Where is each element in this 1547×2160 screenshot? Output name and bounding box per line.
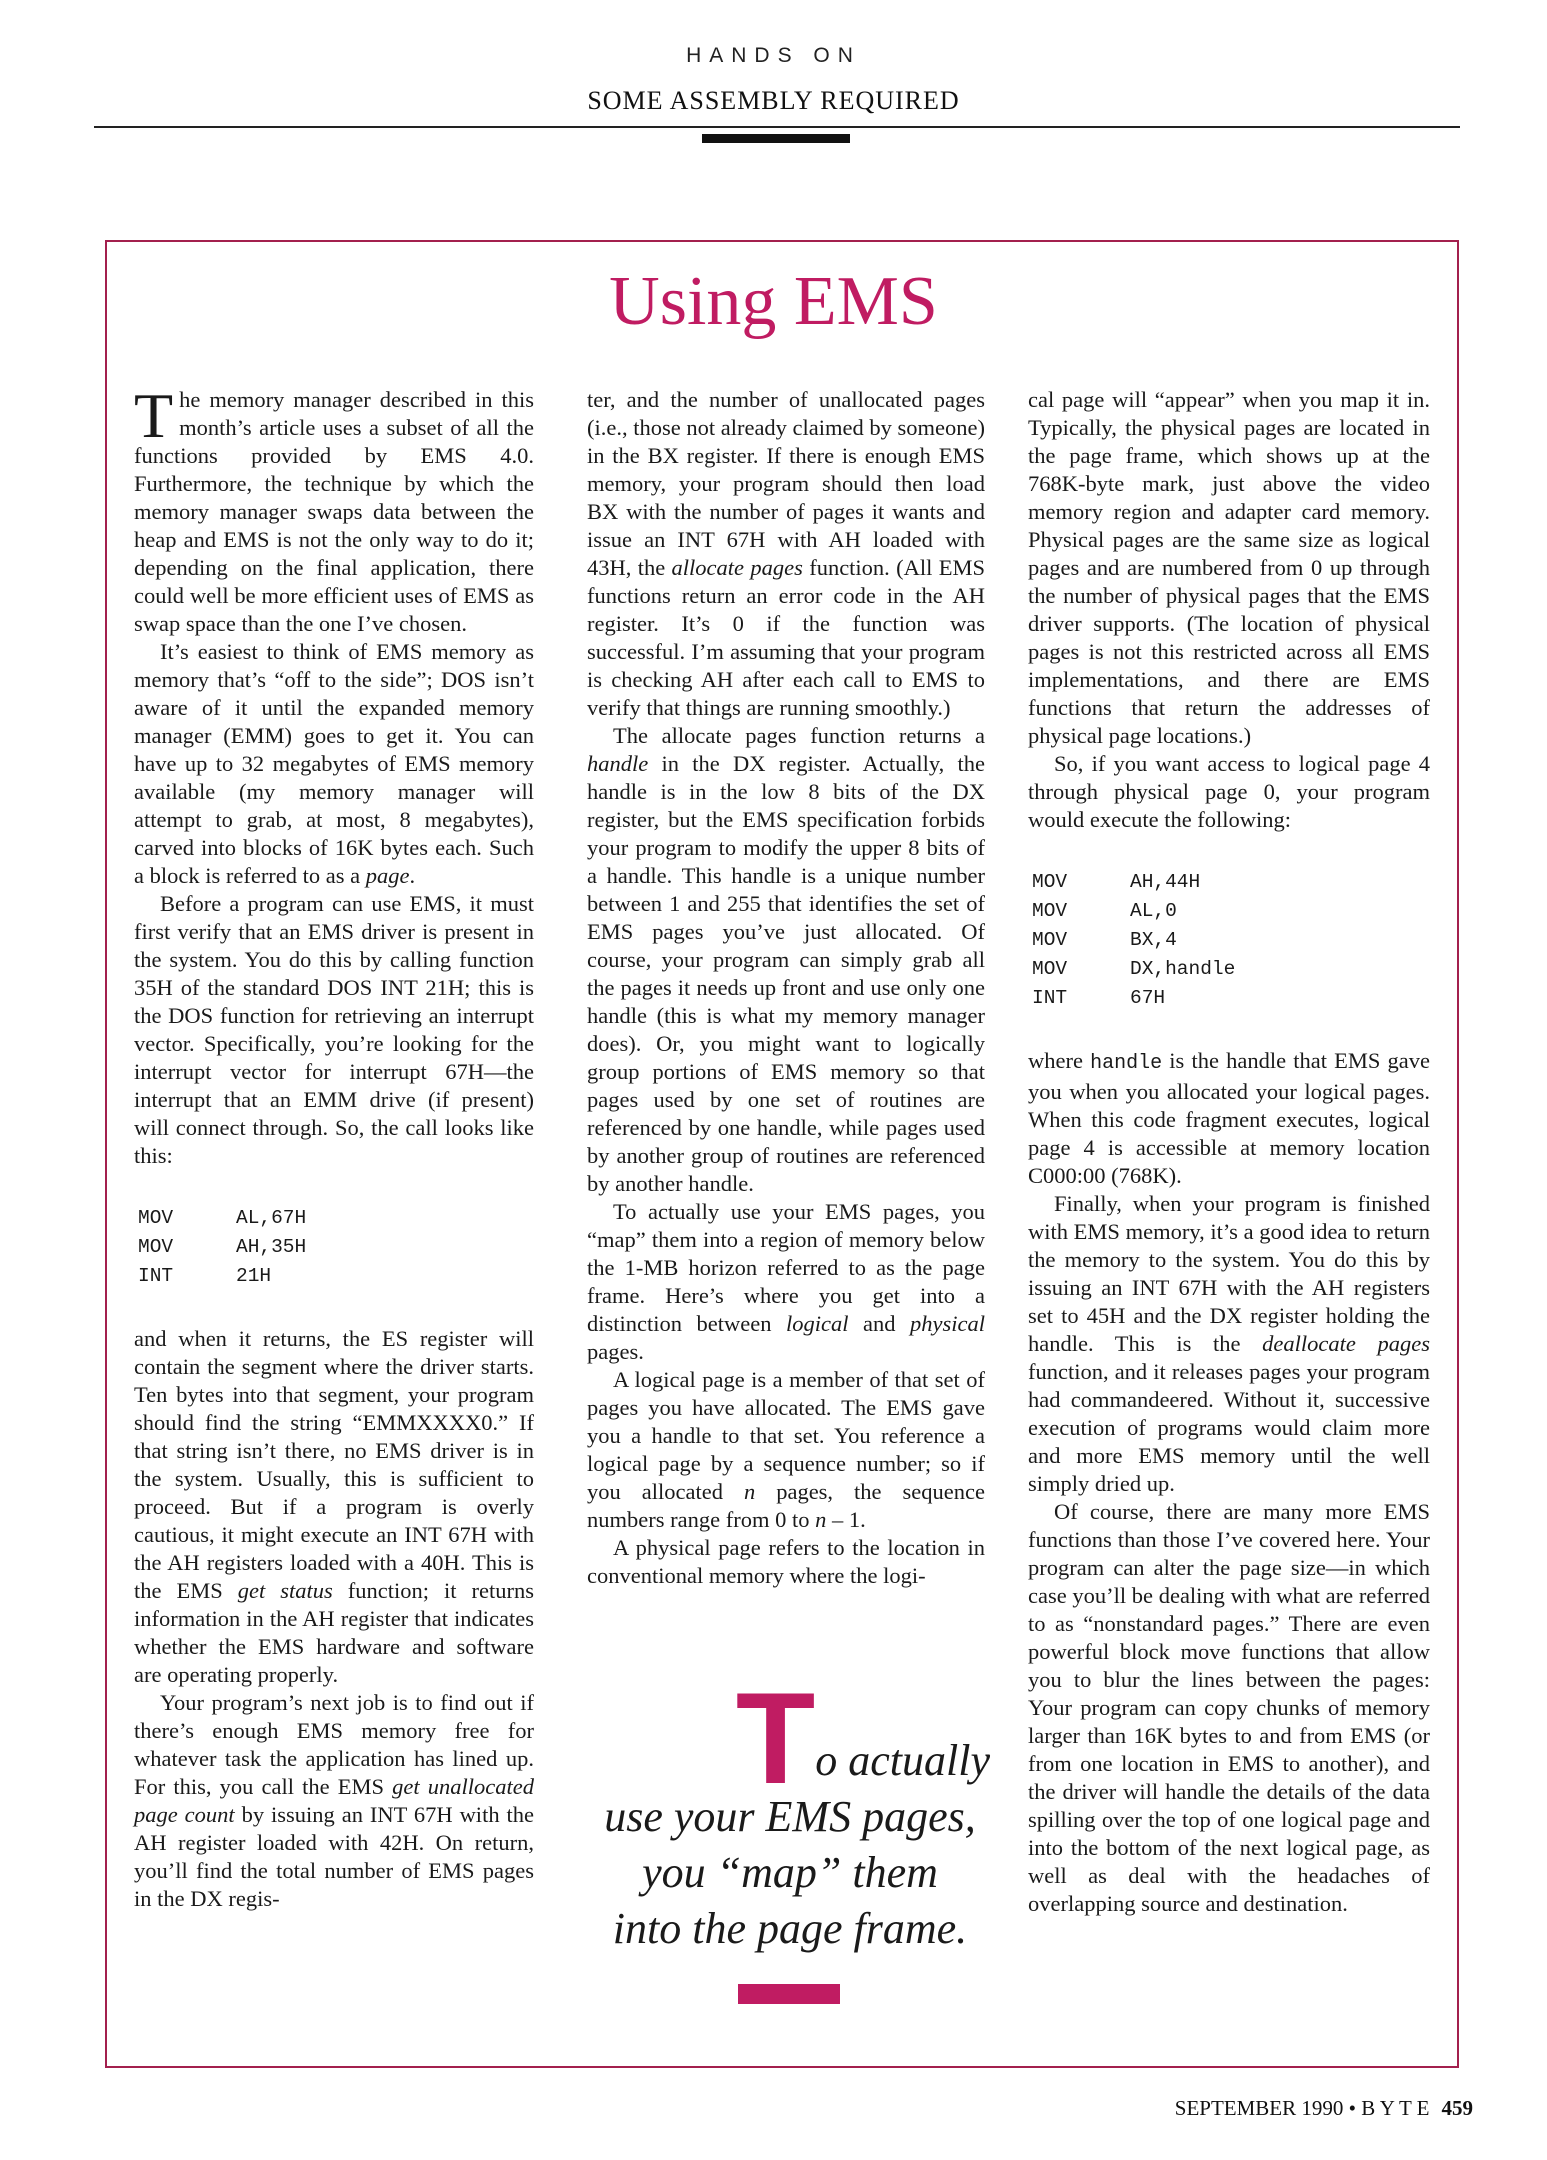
pull-quote-bar (738, 1984, 840, 2004)
column-2 (587, 386, 985, 1590)
header-bar (702, 134, 850, 143)
pull-quote-line: you “map” them (642, 1848, 938, 1897)
column-3 (1028, 386, 1430, 1918)
pull-quote-drop-cap: T (735, 1665, 816, 1811)
page-number: 459 (1441, 2096, 1473, 2120)
column-1 (134, 380, 535, 1913)
paragraph: Your program’s next job is to find out if there’s enough EMS memory free for whatever task the application has lined up. For this, you call the EMS get unallocated page count by issuing an INT 67H with the AH register loaded with 42H. On return, you’ll find the total number of EMS pages in the DX regis- (134, 1690, 535, 1911)
header-rule (94, 126, 1460, 128)
paragraph: where handle is the handle that EMS gave you when you allocated your logical pages. When this code fragment executes, logical page 4 is accessible at memory location C000:00 (768K). (1028, 1048, 1430, 1188)
paragraph: A physical page refers to the location in conventional memory where the logi- (587, 1535, 985, 1588)
paragraph: and when it returns, the ES register will contain the segment where the driver starts. Ten bytes into that segment, your program should find the string “EMMXXXX0.” If that string isn’t there, no EMS driver is in the system. Usually, this is sufficient to proceed. But if a program is overly cautious, it might execute an INT 67H with the AH registers loaded with a 40H. This is the EMS get status function; it returns information in the AH register that indicates whether the EMS hardware and software are operating properly. (134, 1326, 534, 1687)
code-line: MOV AH,44H (1032, 871, 1201, 893)
paragraph: The allocate pages function returns a handle in the DX register. Actually, the handle is in the low 8 bits of the DX register, but the EMS specification forbids your program to modify the upper 8 bits of a handle. This handle is a unique number between 1 and 255 that identifies the set of EMS pages you’ve just allocated. Of course, your program can simply grab all the pages it needs up front and use only one handle (this is what my memory manager does). Or, you might want to logically group portions of EMS memory so that pages used by one set of routines are referenced by one handle, while pages used by another group of routines are referenced by another handle. (587, 723, 985, 1196)
code-listing (138, 1204, 534, 1291)
column-title: SOME ASSEMBLY REQUIRED (587, 86, 960, 115)
code-line: INT 21H (138, 1265, 272, 1287)
pull-quote-line: To actually (735, 1665, 990, 1811)
paragraph: A logical page is a member of that set of pages you have allocated. The EMS gave you a handle to that set. You reference a logical page by a sequence number; so if you allocated n pages, the sequence numbers range from 0 to n – 1. (587, 1367, 985, 1532)
code-line: MOV AL,67H (138, 1207, 307, 1229)
pull-quote-line: into the page frame. (612, 1904, 968, 1953)
code-line: MOV AL,0 (1032, 900, 1177, 922)
code-line: MOV DX,handle (1032, 958, 1236, 980)
paragraph: So, if you want access to logical page 4 through physical page 0, your program would execute the following: (1028, 751, 1430, 832)
page-footer (1175, 2096, 1473, 2121)
section-label: HANDS ON (686, 44, 861, 67)
code-line: MOV BX,4 (1032, 929, 1177, 951)
code-line: INT 67H (1032, 987, 1166, 1009)
paragraph: It’s easiest to think of EMS memory as memory that’s “off to the side”; DOS isn’t aware of it until the expanded memory manager (EMM) goes to get it. You can have up to 32 megabytes of EMS memory available (my memory manager will attempt to grab, at most, 8 megabytes), carved into blocks of 16K bytes each. Such a block is referred to as a page. (134, 639, 534, 888)
paragraph: The memory manager described in this month’s article uses a subset of all the functions provided by EMS 4.0. Furthermore, the technique by which the memory manager swaps data between the heap and EMS is not the only way to do it; depending on the final application, there could well be more efficient uses of EMS as swap space than the one I’ve chosen. (134, 380, 534, 636)
article-title: Using EMS (609, 263, 938, 340)
paragraph: Before a program can use EMS, it must first verify that an EMS driver is present in the system. You do this by calling function 35H of the standard DOS INT 21H; this is the DOS function for retrieving an interrupt vector. Specifically, you’re looking for the interrupt vector for interrupt 67H—the interrupt that an EMM drive (if present) will connect through. So, the call looks like this: (134, 891, 534, 1168)
code-listing (1032, 868, 1430, 1013)
drop-cap: T (134, 380, 174, 451)
issue-label: SEPTEMBER 1990 • B Y T E (1174, 2096, 1430, 2120)
paragraph: cal page will “appear” when you map it in. Typically, the physical pages are located in the page frame, which shows up at the 768K-byte mark, just above the video memory region and adapter card memory. Physical pages are the same size as logical pages and are numbered from 0 up through the number of physical pages that the EMS driver supports. (The location of physical pages is not this restricted across all EMS implementations, and there are EMS functions that return the addresses of physical page locations.) (1028, 387, 1430, 748)
code-line: MOV AH,35H (138, 1236, 307, 1258)
pull-quote-line: use your EMS pages, (604, 1792, 976, 1841)
pull-quote (590, 1665, 990, 1957)
paragraph: Finally, when your program is finished with EMS memory, it’s a good idea to return the memory to the system. You do this by issuing an INT 67H with the AH registers set to 45H and the DX register holding the handle. This is the deallocate pages function, and it releases pages your program had commandeered. Without it, successive execution of programs would claim more and more EMS memory until the well simply dried up. (1028, 1191, 1430, 1496)
paragraph: To actually use your EMS pages, you “map” them into a region of memory below the 1-MB horizon referred to as the page frame. Here’s where you get into a distinction between logical and physical pages. (587, 1199, 985, 1364)
paragraph: ter, and the number of unallocated pages (i.e., those not already claimed by someone) in the BX register. If there is enough EMS memory, your program should then load BX with the number of pages it wants and issue an INT 67H with AH loaded with 43H, the allocate pages function. (All EMS functions return an error code in the AH register. It’s 0 if the function was successful. I’m assuming that your program is checking AH after each call to EMS to verify that things are running smoothly.) (587, 387, 985, 720)
paragraph: Of course, there are many more EMS functions than those I’ve covered here. Your program can alter the page size—in which case you’ll be dealing with what are referred to as “nonstandard pages.” There are even powerful block move functions that allow you to blur the lines between the pages: Your program can copy chunks of memory larger than 16K bytes to and from EMS (or from one location in EMS to another), and the driver will handle the details of the data spilling over the top of one logical page and into the bottom of the next logical page, as well as deal with the headaches of overlapping source and destination. (1028, 1499, 1430, 1916)
